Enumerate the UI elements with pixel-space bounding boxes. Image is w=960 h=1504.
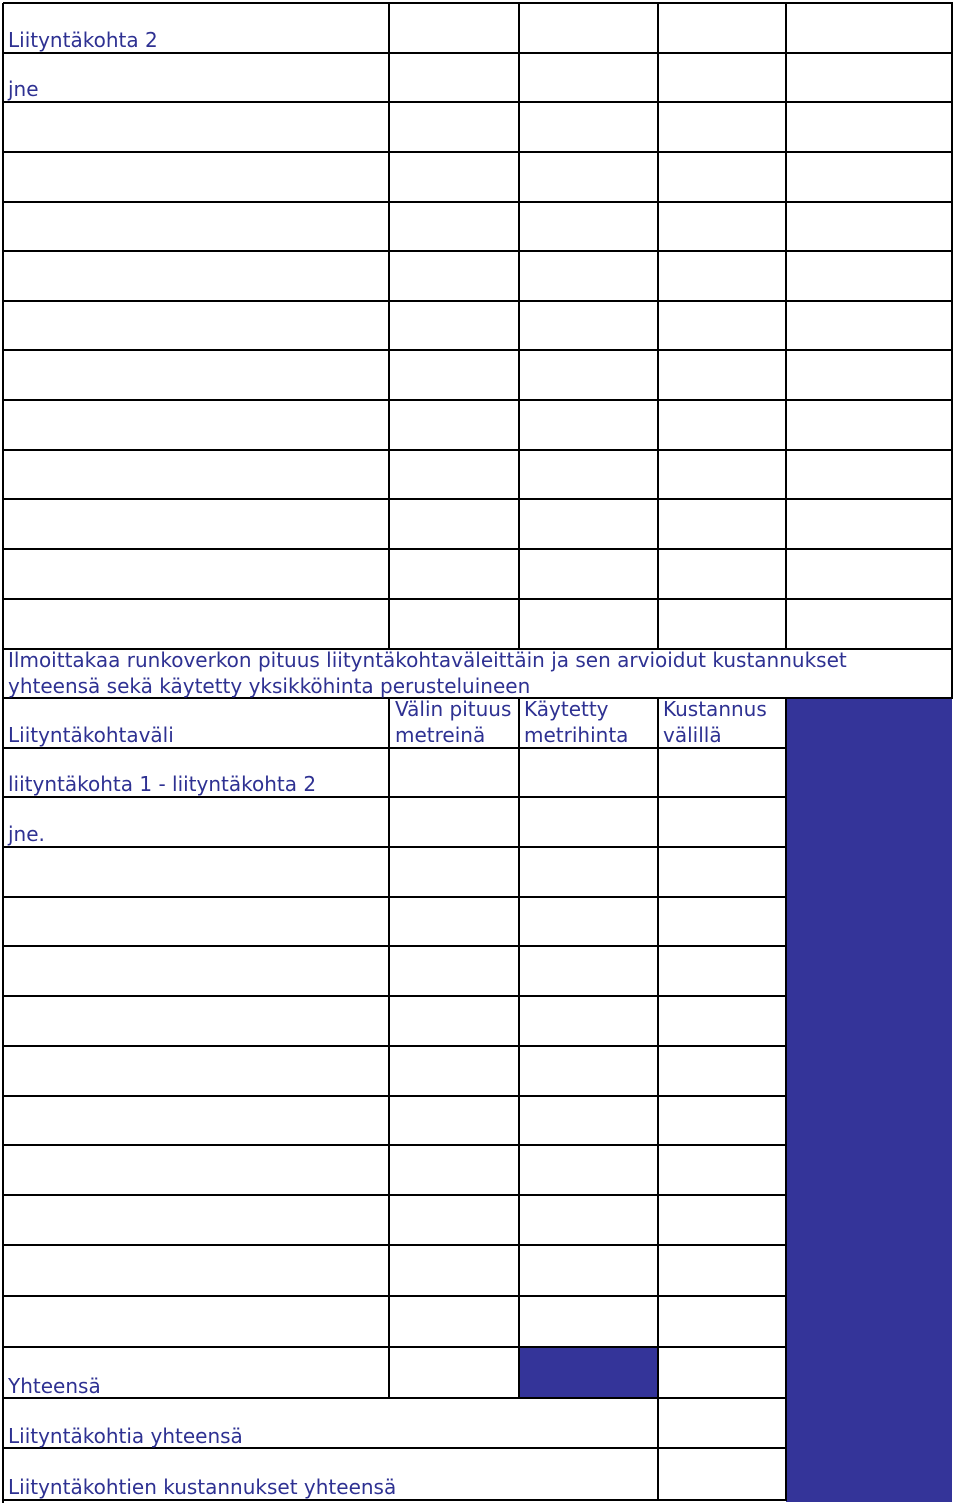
grid-line xyxy=(518,3,520,650)
header-cost: välillä xyxy=(663,723,722,747)
grid-line xyxy=(3,846,787,848)
grid-line xyxy=(657,698,659,1501)
grid-line xyxy=(785,3,787,650)
header-length: metreinä xyxy=(395,723,486,747)
grid-line xyxy=(3,300,953,302)
header-interval: Liityntäkohtaväli xyxy=(8,723,174,747)
grid-line xyxy=(3,349,953,351)
grid-line xyxy=(3,1045,787,1047)
grid-line xyxy=(3,1397,787,1399)
table-row-label: jne xyxy=(8,77,39,101)
instruction-text: Ilmoittakaa runkoverkon pituus liityntäkohtaväleittäin ja sen arvioidut kustannukset xyxy=(8,648,847,672)
grid-line xyxy=(3,2,953,4)
table-row-label: jne. xyxy=(8,822,45,846)
grid-line xyxy=(3,498,953,500)
grid-line xyxy=(3,1295,787,1297)
grid-line xyxy=(657,3,659,650)
header-unit-price: Käytetty xyxy=(524,697,609,721)
grid-line xyxy=(951,3,953,699)
grid-line xyxy=(518,698,520,1399)
grid-line xyxy=(3,449,953,451)
total-label: Yhteensä xyxy=(8,1374,101,1398)
grid-line xyxy=(3,896,787,898)
grid-line xyxy=(2,3,4,1503)
grid-line xyxy=(3,201,953,203)
header-length: Välin pituus xyxy=(395,697,512,721)
header-cost: Kustannus xyxy=(663,697,767,721)
grid-line xyxy=(3,598,953,600)
grid-line xyxy=(785,698,787,1501)
table-row-label: liityntäkohta 1 - liityntäkohta 2 xyxy=(8,772,317,796)
grid-line xyxy=(388,3,390,650)
grid-line xyxy=(3,1144,787,1146)
grid-line xyxy=(3,1095,787,1097)
points-total-label: Liityntäkohtia yhteensä xyxy=(8,1424,243,1448)
table-row-label: Liityntäkohta 2 xyxy=(8,28,158,52)
grid-line xyxy=(3,1194,787,1196)
shaded-cost-column xyxy=(786,698,952,1502)
grid-line xyxy=(3,250,953,252)
grid-line xyxy=(3,548,953,550)
grid-line xyxy=(3,399,953,401)
header-unit-price: metrihinta xyxy=(524,723,629,747)
grid-line xyxy=(3,101,953,103)
instruction-text: yhteensä sekä käytetty yksikköhinta perusteluineen xyxy=(8,674,531,698)
shaded-total-price-cell xyxy=(519,1348,659,1399)
grid-line xyxy=(388,698,390,1399)
grid-line xyxy=(3,151,953,153)
grid-line xyxy=(3,995,787,997)
grid-line xyxy=(3,1346,787,1348)
grid-line xyxy=(3,1244,787,1246)
costs-total-label: Liityntäkohtien kustannukset yhteensä xyxy=(8,1475,397,1499)
grid-line xyxy=(3,945,787,947)
